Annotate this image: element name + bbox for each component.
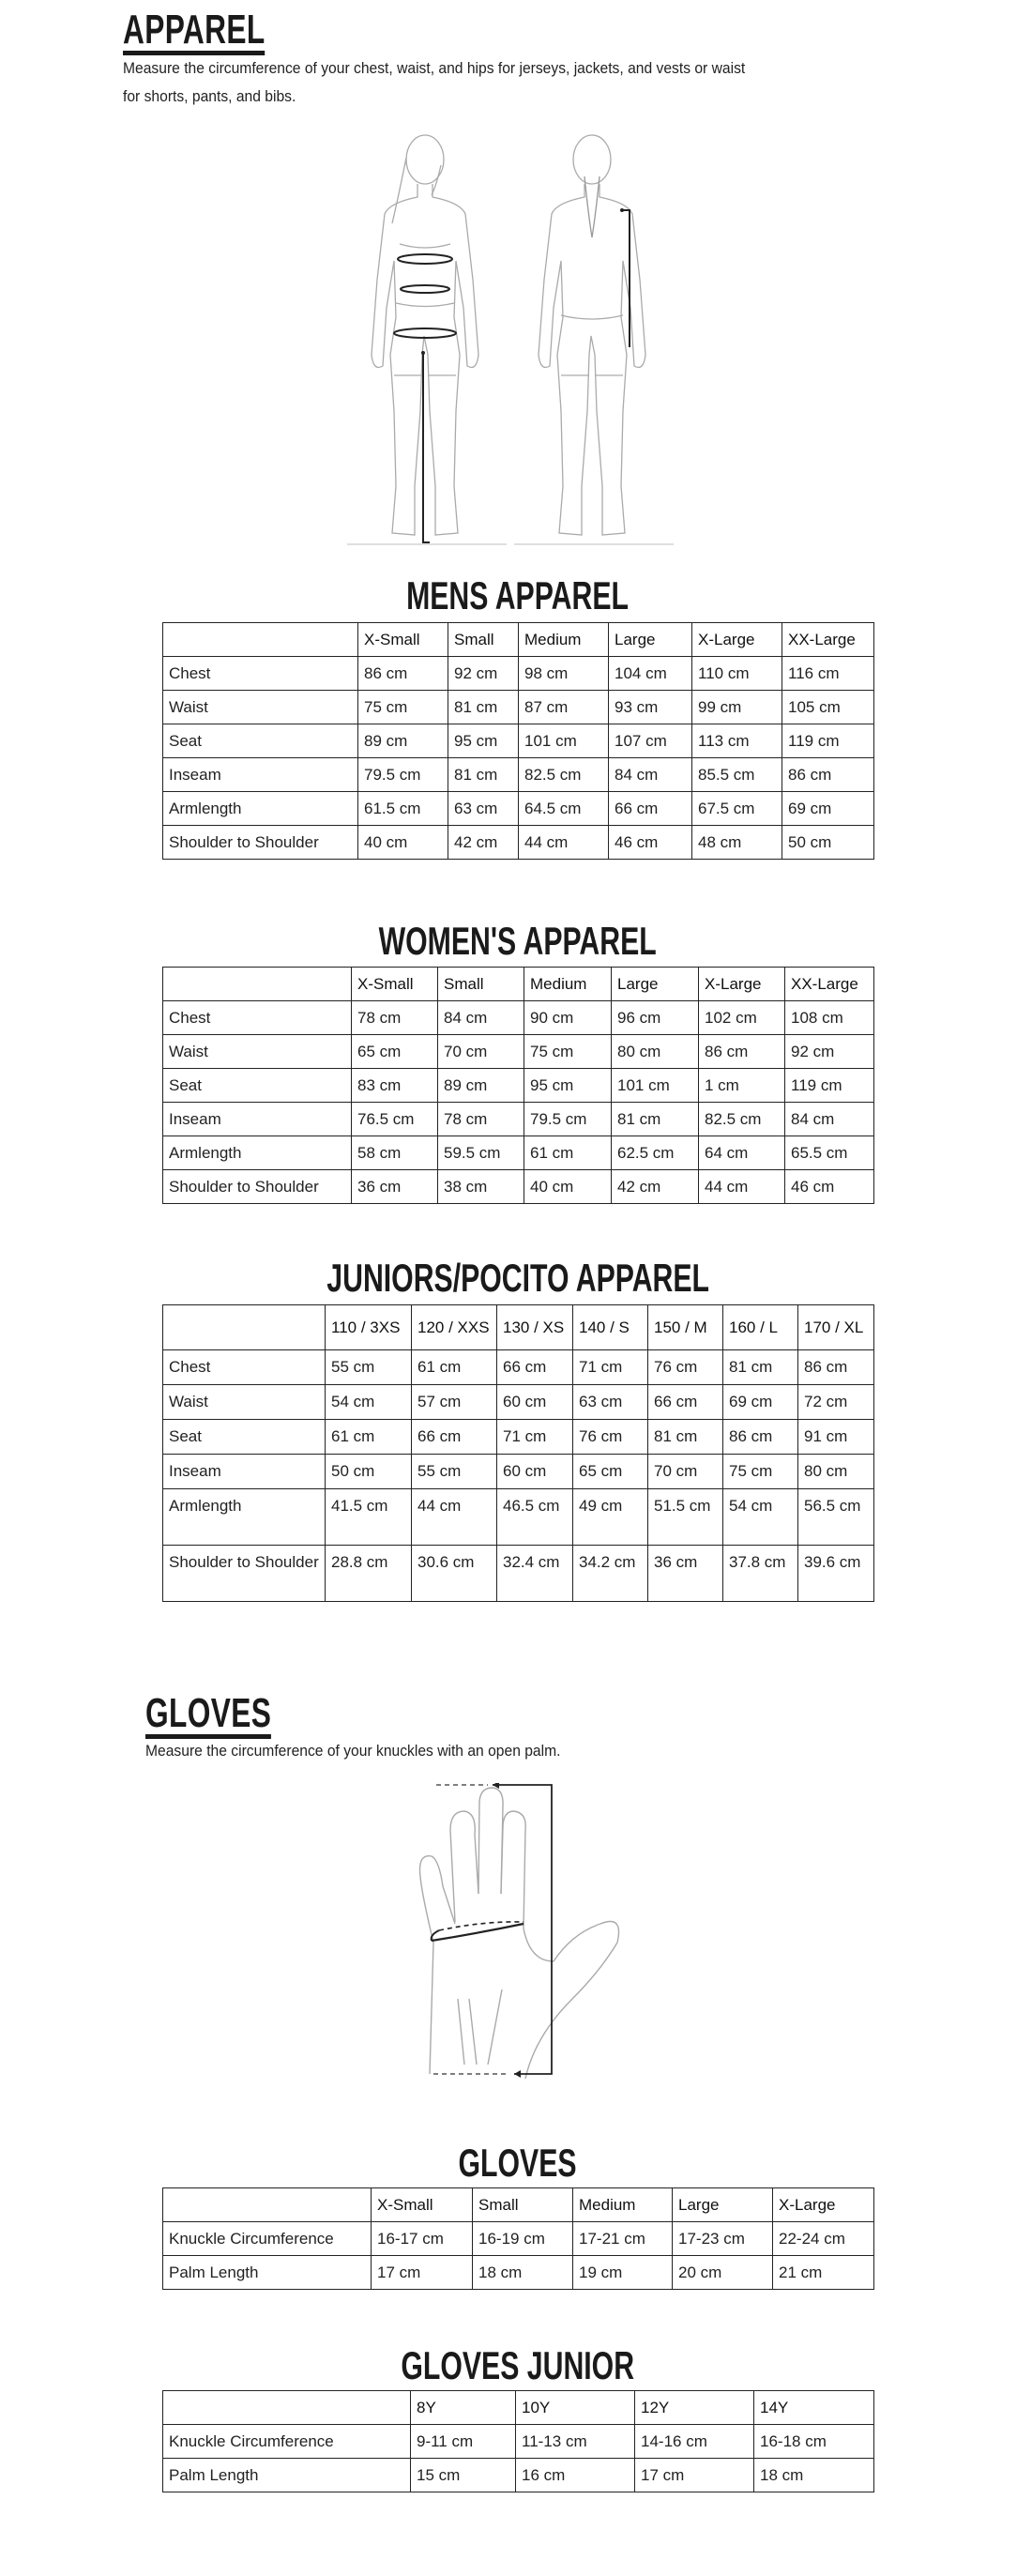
table-row: [163, 2222, 874, 2256]
mens-apparel-title: [162, 573, 873, 617]
table-cell: 72 cm: [798, 1385, 874, 1420]
table-cell: 41.5 cm: [326, 1489, 412, 1546]
corner-cell: [163, 2188, 372, 2222]
table-cell: 17-21 cm: [573, 2222, 673, 2256]
table-cell: 78 cm: [438, 1103, 524, 1136]
table-row: [163, 1170, 874, 1204]
row-label: Armlength: [163, 1136, 352, 1170]
table-cell: 66 cm: [648, 1385, 723, 1420]
table-cell: 16-19 cm: [473, 2222, 573, 2256]
table-header-row: [163, 968, 874, 1001]
table-cell: 101 cm: [519, 724, 609, 758]
table-cell: 32.4 cm: [497, 1546, 573, 1602]
table-cell: 85.5 cm: [692, 758, 782, 792]
table-cell: 22-24 cm: [773, 2222, 874, 2256]
womens-size-table: [162, 967, 874, 1204]
table-cell: 62.5 cm: [612, 1136, 699, 1170]
table-cell: 11-13 cm: [516, 2425, 635, 2459]
table-cell: 76 cm: [573, 1420, 648, 1455]
juniors-apparel-title-text: JUNIORS/POCITO APPAREL: [326, 1256, 709, 1300]
table-cell: 119 cm: [782, 724, 874, 758]
column-header: 160 / L: [723, 1305, 798, 1350]
table-cell: 44 cm: [699, 1170, 785, 1204]
column-header: 140 / S: [573, 1305, 648, 1350]
table-cell: 86 cm: [723, 1420, 798, 1455]
table-cell: 44 cm: [412, 1489, 497, 1546]
table-cell: 30.6 cm: [412, 1546, 497, 1602]
table-cell: 40 cm: [358, 826, 448, 860]
table-cell: 38 cm: [438, 1170, 524, 1204]
table-cell: 21 cm: [773, 2256, 874, 2290]
table-cell: 81 cm: [448, 758, 519, 792]
column-header: Medium: [573, 2188, 673, 2222]
row-label: Palm Length: [163, 2256, 372, 2290]
table-row: [163, 2425, 874, 2459]
table-cell: 92 cm: [448, 657, 519, 691]
table-header-row: [163, 2188, 874, 2222]
column-header: 150 / M: [648, 1305, 723, 1350]
table-cell: 95 cm: [448, 724, 519, 758]
column-header: 8Y: [411, 2391, 516, 2425]
table-cell: 66 cm: [412, 1420, 497, 1455]
table-row: [163, 1035, 874, 1069]
column-header: Large: [609, 623, 692, 657]
hand-measurement-illustration: [413, 1783, 657, 2083]
table-cell: 46 cm: [785, 1170, 874, 1204]
row-label: Knuckle Circumference: [163, 2425, 411, 2459]
table-cell: 119 cm: [785, 1069, 874, 1103]
table-cell: 79.5 cm: [358, 758, 448, 792]
gloves-instructions: Measure the circumference of your knuckles with an open palm.: [145, 1742, 561, 1760]
table-cell: 69 cm: [723, 1385, 798, 1420]
corner-cell: [163, 1305, 326, 1350]
column-header: Medium: [519, 623, 609, 657]
table-cell: 75 cm: [358, 691, 448, 724]
table-cell: 46 cm: [609, 826, 692, 860]
table-cell: 76 cm: [648, 1350, 723, 1385]
apparel-instructions-line-2: for shorts, pants, and bibs.: [123, 87, 296, 105]
row-label: Palm Length: [163, 2459, 411, 2492]
table-cell: 90 cm: [524, 1001, 612, 1035]
table-header-row: [163, 623, 874, 657]
table-cell: 63 cm: [448, 792, 519, 826]
row-label: Shoulder to Shoulder: [163, 826, 358, 860]
table-cell: 89 cm: [438, 1069, 524, 1103]
table-cell: 36 cm: [352, 1170, 438, 1204]
table-cell: 66 cm: [609, 792, 692, 826]
table-cell: 18 cm: [754, 2459, 874, 2492]
column-header: 130 / XS: [497, 1305, 573, 1350]
juniors-size-table: [162, 1304, 874, 1602]
table-cell: 58 cm: [352, 1136, 438, 1170]
back-figure-icon: [514, 135, 674, 544]
table-row: [163, 1069, 874, 1103]
table-cell: 86 cm: [358, 657, 448, 691]
table-cell: 113 cm: [692, 724, 782, 758]
table-cell: 79.5 cm: [524, 1103, 612, 1136]
row-label: Seat: [163, 1069, 352, 1103]
table-cell: 42 cm: [612, 1170, 699, 1204]
table-cell: 17 cm: [635, 2459, 754, 2492]
table-cell: 87 cm: [519, 691, 609, 724]
table-cell: 44 cm: [519, 826, 609, 860]
table-cell: 54 cm: [326, 1385, 412, 1420]
row-label: Inseam: [163, 1455, 326, 1489]
table-cell: 54 cm: [723, 1489, 798, 1546]
column-header: X-Large: [773, 2188, 874, 2222]
table-cell: 82.5 cm: [699, 1103, 785, 1136]
table-cell: 80 cm: [612, 1035, 699, 1069]
apparel-instructions-line-1: Measure the circumference of your chest, waist, and hips for jerseys, jackets, and vests or waist: [123, 59, 746, 77]
row-label: Chest: [163, 1350, 326, 1385]
gloves-junior-size-table: [162, 2390, 874, 2492]
womens-apparel-title: [162, 919, 873, 963]
gloves-title-text: GLOVES: [458, 2141, 578, 2185]
table-cell: 55 cm: [326, 1350, 412, 1385]
row-label: Waist: [163, 691, 358, 724]
row-label: Waist: [163, 1385, 326, 1420]
table-cell: 61.5 cm: [358, 792, 448, 826]
table-cell: 86 cm: [782, 758, 874, 792]
column-header: 14Y: [754, 2391, 874, 2425]
table-cell: 96 cm: [612, 1001, 699, 1035]
table-cell: 81 cm: [448, 691, 519, 724]
table-cell: 70 cm: [648, 1455, 723, 1489]
table-cell: 98 cm: [519, 657, 609, 691]
table-cell: 14-16 cm: [635, 2425, 754, 2459]
front-figure-icon: [347, 135, 507, 544]
table-cell: 75 cm: [723, 1455, 798, 1489]
table-cell: 116 cm: [782, 657, 874, 691]
table-cell: 84 cm: [438, 1001, 524, 1035]
table-cell: 92 cm: [785, 1035, 874, 1069]
table-cell: 15 cm: [411, 2459, 516, 2492]
row-label: Knuckle Circumference: [163, 2222, 372, 2256]
table-row: [163, 2256, 874, 2290]
table-row: [163, 1455, 874, 1489]
table-header-row: [163, 2391, 874, 2425]
table-row: [163, 1420, 874, 1455]
column-header: 12Y: [635, 2391, 754, 2425]
table-cell: 46.5 cm: [497, 1489, 573, 1546]
row-label: Shoulder to Shoulder: [163, 1170, 352, 1204]
row-label: Inseam: [163, 758, 358, 792]
table-cell: 84 cm: [785, 1103, 874, 1136]
table-cell: 104 cm: [609, 657, 692, 691]
gloves-title: [162, 2143, 873, 2183]
table-cell: 83 cm: [352, 1069, 438, 1103]
table-cell: 9-11 cm: [411, 2425, 516, 2459]
table-cell: 51.5 cm: [648, 1489, 723, 1546]
column-header: X-Small: [352, 968, 438, 1001]
corner-cell: [163, 968, 352, 1001]
column-header: Large: [673, 2188, 773, 2222]
table-cell: 80 cm: [798, 1455, 874, 1489]
column-header: Small: [438, 968, 524, 1001]
row-label: Inseam: [163, 1103, 352, 1136]
table-row: [163, 691, 874, 724]
apparel-heading-wrap: [123, 9, 320, 55]
gloves-heading: GLOVES: [145, 1693, 271, 1739]
row-label: Waist: [163, 1035, 352, 1069]
table-cell: 66 cm: [497, 1350, 573, 1385]
table-cell: 19 cm: [573, 2256, 673, 2290]
juniors-apparel-title: [162, 1258, 873, 1298]
table-row: [163, 2459, 874, 2492]
table-cell: 95 cm: [524, 1069, 612, 1103]
table-row: [163, 1001, 874, 1035]
table-header-row: [163, 1305, 874, 1350]
column-header: X-Large: [699, 968, 785, 1001]
gloves-junior-title-text: GLOVES JUNIOR: [401, 2343, 635, 2387]
column-header: 170 / XL: [798, 1305, 874, 1350]
table-cell: 49 cm: [573, 1489, 648, 1546]
table-row: [163, 1136, 874, 1170]
table-row: [163, 724, 874, 758]
table-row: [163, 1385, 874, 1420]
column-header: XX-Large: [782, 623, 874, 657]
table-cell: 89 cm: [358, 724, 448, 758]
table-row: [163, 1489, 874, 1546]
row-label: Chest: [163, 1001, 352, 1035]
table-cell: 75 cm: [524, 1035, 612, 1069]
table-cell: 28.8 cm: [326, 1546, 412, 1602]
table-cell: 42 cm: [448, 826, 519, 860]
table-row: [163, 758, 874, 792]
row-label: Armlength: [163, 792, 358, 826]
apparel-heading: APPAREL: [123, 9, 266, 55]
table-cell: 99 cm: [692, 691, 782, 724]
table-cell: 91 cm: [798, 1420, 874, 1455]
table-cell: 101 cm: [612, 1069, 699, 1103]
table-cell: 64.5 cm: [519, 792, 609, 826]
hand-icon: [420, 1788, 619, 2079]
table-cell: 81 cm: [723, 1350, 798, 1385]
table-cell: 57 cm: [412, 1385, 497, 1420]
table-cell: 61 cm: [524, 1136, 612, 1170]
table-row: [163, 1546, 874, 1602]
table-cell: 61 cm: [412, 1350, 497, 1385]
column-header: Medium: [524, 968, 612, 1001]
table-cell: 86 cm: [699, 1035, 785, 1069]
body-measurement-illustration: [347, 130, 675, 548]
table-cell: 105 cm: [782, 691, 874, 724]
table-cell: 76.5 cm: [352, 1103, 438, 1136]
table-cell: 50 cm: [326, 1455, 412, 1489]
table-cell: 61 cm: [326, 1420, 412, 1455]
table-cell: 48 cm: [692, 826, 782, 860]
table-cell: 93 cm: [609, 691, 692, 724]
table-row: [163, 826, 874, 860]
table-row: [163, 657, 874, 691]
gloves-size-table: [162, 2187, 874, 2290]
table-cell: 56.5 cm: [798, 1489, 874, 1546]
table-cell: 69 cm: [782, 792, 874, 826]
column-header: Small: [448, 623, 519, 657]
table-cell: 70 cm: [438, 1035, 524, 1069]
table-cell: 16 cm: [516, 2459, 635, 2492]
column-header: XX-Large: [785, 968, 874, 1001]
table-cell: 16-17 cm: [372, 2222, 473, 2256]
table-row: [163, 792, 874, 826]
table-cell: 59.5 cm: [438, 1136, 524, 1170]
table-cell: 108 cm: [785, 1001, 874, 1035]
row-label: Seat: [163, 1420, 326, 1455]
table-cell: 65 cm: [573, 1455, 648, 1489]
table-cell: 18 cm: [473, 2256, 573, 2290]
table-cell: 60 cm: [497, 1455, 573, 1489]
corner-cell: [163, 2391, 411, 2425]
table-cell: 60 cm: [497, 1385, 573, 1420]
table-cell: 55 cm: [412, 1455, 497, 1489]
table-cell: 39.6 cm: [798, 1546, 874, 1602]
table-cell: 17-23 cm: [673, 2222, 773, 2256]
column-header: X-Large: [692, 623, 782, 657]
table-cell: 107 cm: [609, 724, 692, 758]
table-cell: 78 cm: [352, 1001, 438, 1035]
table-cell: 20 cm: [673, 2256, 773, 2290]
table-cell: 40 cm: [524, 1170, 612, 1204]
row-label: Seat: [163, 724, 358, 758]
row-label: Armlength: [163, 1489, 326, 1546]
column-header: X-Small: [358, 623, 448, 657]
gloves-heading-wrap: [145, 1690, 320, 1739]
table-cell: 110 cm: [692, 657, 782, 691]
table-cell: 65.5 cm: [785, 1136, 874, 1170]
table-row: [163, 1350, 874, 1385]
row-label: Chest: [163, 657, 358, 691]
table-cell: 81 cm: [648, 1420, 723, 1455]
table-cell: 37.8 cm: [723, 1546, 798, 1602]
womens-apparel-title-text: WOMEN'S APPAREL: [378, 919, 658, 963]
table-cell: 50 cm: [782, 826, 874, 860]
table-cell: 64 cm: [699, 1136, 785, 1170]
table-cell: 81 cm: [612, 1103, 699, 1136]
table-row: [163, 1103, 874, 1136]
mens-apparel-title-text: MENS APPAREL: [406, 573, 630, 617]
column-header: Small: [473, 2188, 573, 2222]
table-cell: 1 cm: [699, 1069, 785, 1103]
table-cell: 36 cm: [648, 1546, 723, 1602]
column-header: 120 / XXS: [412, 1305, 497, 1350]
table-cell: 16-18 cm: [754, 2425, 874, 2459]
apparel-instructions: [123, 54, 883, 111]
table-cell: 102 cm: [699, 1001, 785, 1035]
column-header: X-Small: [372, 2188, 473, 2222]
table-cell: 82.5 cm: [519, 758, 609, 792]
table-cell: 67.5 cm: [692, 792, 782, 826]
table-cell: 65 cm: [352, 1035, 438, 1069]
mens-size-table: [162, 622, 874, 860]
gloves-junior-title: [162, 2343, 873, 2387]
column-header: 10Y: [516, 2391, 635, 2425]
corner-cell: [163, 623, 358, 657]
table-cell: 71 cm: [573, 1350, 648, 1385]
table-cell: 34.2 cm: [573, 1546, 648, 1602]
column-header: Large: [612, 968, 699, 1001]
table-cell: 71 cm: [497, 1420, 573, 1455]
table-cell: 17 cm: [372, 2256, 473, 2290]
table-cell: 84 cm: [609, 758, 692, 792]
table-cell: 63 cm: [573, 1385, 648, 1420]
row-label: Shoulder to Shoulder: [163, 1546, 326, 1602]
table-cell: 86 cm: [798, 1350, 874, 1385]
column-header: 110 / 3XS: [326, 1305, 412, 1350]
